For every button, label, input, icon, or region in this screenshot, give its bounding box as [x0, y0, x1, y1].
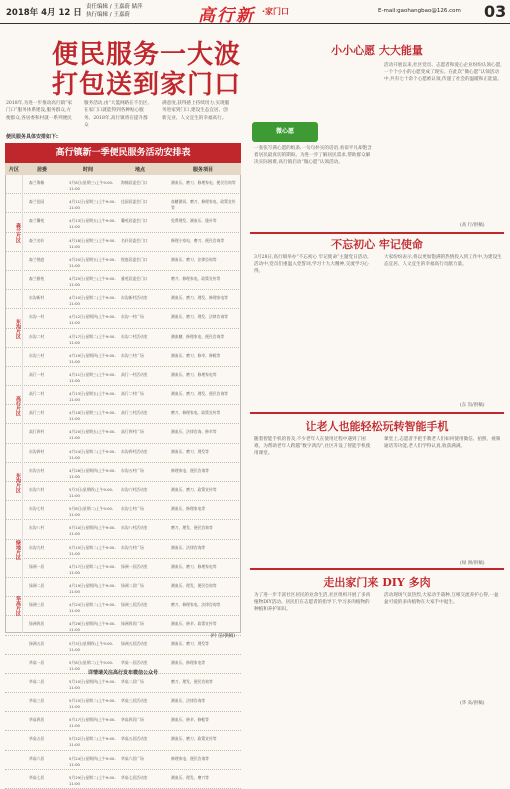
- table-cell: 4月19日(星期四)上午9:00-11:00: [69, 352, 116, 364]
- table-cell: 5月22日(星期二)上午9:00-11:00: [69, 736, 116, 748]
- table-cell: 华高四居: [29, 717, 45, 723]
- table-cell: 东沟六村: [29, 487, 45, 492]
- table-cell: 测血压、磨刀、理发等: [171, 448, 209, 454]
- col-header: 地点: [135, 167, 146, 173]
- table-cell: 华高三居活动室: [121, 698, 148, 704]
- table-cell: 测血糖、修理家电、便民咨询等: [171, 333, 225, 339]
- table-cell: 东沟六村活动室: [121, 487, 148, 492]
- table-cell: 测血压、磨刀、理发、修理家电等: [171, 295, 228, 301]
- table-row: [5, 213, 241, 232]
- table-header: [5, 163, 241, 175]
- table-cell: 5月8日(星期二)上午9:00-11:00: [69, 659, 114, 671]
- table-cell: 修理小家电、磨刀、便民咨询等: [171, 237, 225, 243]
- newspaper-logo: 高行新: [198, 6, 255, 26]
- table-cell: 4月13日(星期五)上午9:00-11:00: [69, 391, 116, 403]
- table-cell: 悦庭居委会门口: [121, 256, 148, 262]
- wechat-badge: 微心愿: [252, 122, 318, 142]
- table-cell: 森兰悦庭: [29, 256, 45, 262]
- article-paragraph: 随着智能手机的普及,不少老年人在使用过程中遇到了困难。为帮助老年人跨越“数字鸿沟”,社区开设了智能手机使用课堂。: [254, 437, 371, 457]
- table-cell: 东沟七村: [29, 506, 45, 512]
- table-row: [5, 348, 241, 367]
- table-cell: 修理家电、便民咨询等: [171, 467, 209, 473]
- table-row: [5, 463, 241, 482]
- table-cell: 测血压、理发、磨刀等: [171, 774, 209, 780]
- area-label: 绿地片区: [5, 521, 23, 579]
- table-cell: 测血压、磨刀、政策宣传等: [171, 487, 217, 492]
- table-cell: 高行三村活动室: [121, 410, 148, 416]
- table-cell: 免费理发、测血压、缝补等: [171, 218, 217, 224]
- table-cell: 4月11日(星期三)上午9:00-11:00: [69, 371, 116, 383]
- article-paragraph: 课堂上,志愿者手把手教老人们如何使用微信、拍照、视频通话等功能,老人们学得认真,收获满满。: [384, 437, 501, 450]
- table-cell: 4月19日(星期四)上午9:00-11:00: [69, 582, 116, 594]
- article-byline: (华 高/供稿): [460, 701, 485, 706]
- table-cell: 测血压、法律咨询等: [171, 544, 206, 550]
- table-row: [5, 731, 241, 750]
- table-cell: 东沟五村: [29, 467, 45, 473]
- table-cell: 4月17日(星期二)上午9:00-11:00: [69, 563, 116, 575]
- table-cell: 5月3日(星期四)上午9:00-11:00: [69, 487, 114, 498]
- table-cell: 测血压、磨刀、理发、法律咨询等: [171, 314, 228, 320]
- article-paragraph: 为了进一步丰富社区居民的业余生活,社区组织开展了多肉植物DIY活动。居民们在志愿者的指导下,学习多肉植物的种植和养护知识。: [254, 593, 371, 613]
- article-title: 小小心愿 大大能量: [331, 44, 423, 57]
- table-cell: 4月20日(星期五)上午9:00-11:00: [69, 256, 116, 268]
- table-cell: 海楠居委会门口: [121, 180, 148, 185]
- col-header: 时间: [83, 167, 94, 173]
- article-paragraph: 活动开展以来,社区党员、志愿者和爱心企业纷纷认领心愿,一个个小小的心愿变成了现实。在此次“微心愿”认领活动中,共有七十余个心愿被认领,传递了社会的温暖和正能量。: [384, 63, 502, 83]
- table-row: [5, 175, 241, 194]
- article-title: 走出家门来 DIY 多肉: [323, 576, 431, 589]
- table-footnote: (叶 洁/供稿): [210, 634, 235, 639]
- table-cell: 馨苑居委会门口: [121, 218, 148, 224]
- lead-paragraph: 2018年,为进一步推动高行镇“家门口”服务体系建设,服务群众,方便群众,各居委和村就一系列便民: [6, 101, 73, 121]
- table-row: [5, 712, 241, 731]
- table-cell: 4月24日(星期二)上午9:00-11:00: [69, 448, 116, 460]
- table-row: [5, 252, 241, 271]
- lead-headline: [52, 40, 241, 100]
- table-cell: 测血压、磨刀、修理家电等: [171, 563, 217, 569]
- table-cell: 磨刀、修理家电、政策宣传等: [171, 410, 221, 416]
- email-address[interactable]: E-mail:gaohangbao@126.com: [378, 8, 461, 14]
- table-cell: 4月26日(星期四)上午9:00-11:00: [69, 621, 116, 633]
- table-cell: 绿洲一居: [29, 563, 45, 569]
- table-row: [5, 482, 241, 501]
- table-cell: 磨刀、理发、便民咨询等: [171, 525, 213, 531]
- table-cell: 4月11日(星期三)上午9:00-11:00: [69, 199, 116, 211]
- table-row: [5, 424, 241, 443]
- section-name: ·家门口: [262, 7, 290, 16]
- table-cell: 测血压、法律咨询、修伞等: [171, 429, 217, 435]
- table-row: [5, 309, 241, 328]
- table-cell: 东沟一村广场: [121, 314, 144, 320]
- lead-paragraph: 满意度,获得感上持续用力,实现服务进家到门口,建设生态宜居、创新完业、人文宜生的幸福高行。: [162, 101, 230, 121]
- divider: [250, 568, 504, 570]
- divider: [250, 412, 504, 414]
- table-cell: 华高二居广场: [121, 678, 144, 684]
- table-cell: 东沟四村活动室: [121, 448, 148, 454]
- table-cell: 5月17日(星期四)上午9:00-11:00: [69, 717, 116, 729]
- article-byline: (高 行/供稿): [460, 223, 485, 228]
- table-cell: 高行四村广场: [121, 429, 144, 435]
- table-cell: 东沟新村: [29, 295, 45, 301]
- table-cell: 5月8日(星期二)上午9:00-11:00: [69, 506, 114, 518]
- table-cell: 东沟四村: [29, 448, 45, 454]
- table-cell: 5月3日(星期四)上午9:00-11:00: [69, 640, 114, 652]
- table-cell: 东沟二村活动室: [121, 333, 148, 339]
- table-row: [5, 751, 241, 770]
- table-cell: 4月12日(星期四)上午9:00-11:00: [69, 314, 116, 326]
- table-cell: 5月15日(星期二)上午9:00-11:00: [69, 544, 116, 556]
- table-cell: 5月24日(星期四)上午9:00-11:00: [69, 755, 116, 767]
- area-label: 森兰片区: [5, 175, 23, 290]
- article-paragraph: 活动现场气氛热烈,大家动手栽种,互相交流养护心得,一盆盆可爱的多肉植物在大家手中诞生。: [384, 593, 499, 606]
- table-cell: 测血压、理发、便民咨询等: [171, 582, 217, 588]
- table-row: [5, 578, 241, 597]
- table-cell: 测血压、修理家电等: [171, 659, 206, 665]
- table-cell: 5月10日(星期四)上午9:00-11:00: [69, 525, 116, 537]
- table-row: [5, 405, 241, 424]
- table-cell: 华高七居: [29, 774, 45, 780]
- table-row: [5, 233, 241, 252]
- table-row: [5, 520, 241, 539]
- table-cell: 绿洲四居: [29, 621, 45, 627]
- table-row: [5, 367, 241, 386]
- table-cell: 名轩居委会门口: [121, 237, 148, 243]
- table-cell: 磨刀、修理家电、法律咨询等: [171, 602, 221, 608]
- table-cell: 东沟九村广场: [121, 544, 144, 550]
- table-row: [5, 597, 241, 616]
- table-cell: 绿洲二居广场: [121, 582, 144, 588]
- table-row: [5, 290, 241, 309]
- table-row: [5, 444, 241, 463]
- editor-line: 执行编辑 / 王嘉蔚: [86, 12, 130, 18]
- table-cell: 4月20日(星期五)上午9:00-11:00: [69, 429, 116, 441]
- table-cell: 5月15日(星期二)上午9:00-11:00: [69, 698, 116, 710]
- table-cell: 森兰馨苑: [29, 218, 45, 224]
- table-row: [5, 194, 241, 213]
- table-cell: 华高一居: [29, 659, 45, 665]
- table-cell: 高行一村活动室: [121, 371, 148, 377]
- table-cell: 测血压、磨刀、理发、便民咨询等: [171, 391, 228, 397]
- table-cell: 4月18日(星期三)上午9:00-11:00: [69, 410, 116, 422]
- table-cell: 森兰佳园: [29, 199, 45, 205]
- issue-date: 2018年 4月 12 日: [6, 8, 82, 18]
- table-cell: 测血压、修伞、政策宣传等: [171, 621, 217, 627]
- table-cell: 东沟五村广场: [121, 467, 144, 473]
- table-cell: 华高四居广场: [121, 717, 144, 723]
- headline-line: 打包送到家门口: [52, 70, 242, 100]
- editor-line: 责任编辑 / 王嘉蔚 储萍: [86, 4, 143, 10]
- editors: [86, 3, 143, 19]
- article-paragraph: 大家纷纷表示,将以更加饱满的热情投入到工作中,为建设生态宜居、人文宜生的幸福高行贡献力量。: [384, 255, 502, 268]
- table-cell: 绿洲五居活动室: [121, 640, 148, 646]
- table-cell: 高行四村: [29, 429, 45, 435]
- table-cell: 华高一居活动室: [121, 659, 148, 665]
- table-cell: 测血压、磨刀、政策宣传等: [171, 736, 217, 742]
- table-row: [5, 501, 241, 520]
- table-cell: 森兰雅苑: [29, 275, 45, 281]
- table-cell: 测血压、磨刀、法律咨询等: [171, 256, 217, 262]
- table-cell: 华高六居广场: [121, 755, 144, 761]
- col-header: 居委: [37, 167, 48, 173]
- area-label: 华高片区: [5, 579, 23, 633]
- table-cell: 磨刀、修理家电、政策宣传等: [171, 275, 221, 281]
- area-label: 高行片区: [5, 367, 23, 444]
- table-cell: 测血压、磨刀、修伞、修鞋等: [171, 352, 221, 358]
- table-row: [5, 271, 241, 290]
- article-title: 不忘初心 牢记使命: [331, 238, 423, 251]
- divider: [250, 232, 504, 234]
- article-byline: (绿 洲/供稿): [460, 561, 485, 566]
- table-cell: 东沟九村: [29, 544, 45, 550]
- table-cell: 测血压、磨刀、修理家电等: [171, 371, 217, 377]
- col-header: 片区: [9, 167, 20, 173]
- table-cell: 雅苑居委会门口: [121, 275, 148, 281]
- table-cell: 绿洲一居活动室: [121, 563, 148, 569]
- article-byline: (东 沟/供稿): [460, 403, 485, 408]
- table-cell: 测血压、修理家电等: [171, 506, 206, 512]
- table-cell: 森兰名轩: [29, 237, 45, 243]
- article-paragraph: 一张张写满心愿的纸条,一句句朴实的话语,看似平凡却饱含着居民最真切的期盼。为进一步了解居民需求,帮助群众解决实际困难,高行镇启动“微心愿”认领活动。: [254, 146, 372, 166]
- table-cell: 5月10日(星期四)上午9:00-11:00: [69, 678, 116, 690]
- table-cell: 华高六居: [29, 755, 45, 761]
- table-cell: 华高三居: [29, 698, 45, 704]
- table-cell: 血糖测试、磨刀、修理家电、政策宣传等: [171, 199, 236, 211]
- table-row: [5, 329, 241, 348]
- lead-paragraph: 服务活动,由“大篮网路在不出区,在家门口就能得到各种贴心服务。2018年,高行镇将在提升群众: [84, 101, 149, 129]
- table-cell: 4月24日(星期二)上午9:00-11:00: [69, 602, 116, 614]
- table-cell: 森兰海楠: [29, 180, 45, 185]
- table-cell: 东沟三村广场: [121, 352, 144, 358]
- table-cell: 绿洲三居: [29, 602, 45, 608]
- table-cell: 华高二居: [29, 678, 45, 684]
- table-cell: 东沟新村活动室: [121, 295, 148, 301]
- page-number: 03: [484, 2, 507, 21]
- table-cell: 东沟八村活动室: [121, 525, 148, 531]
- col-header: 服务项目: [193, 167, 214, 173]
- article-title: 让老人也能轻松玩转智能手机: [305, 420, 449, 433]
- table-cell: 测血压、磨刀、修理家电、便民咨询等: [171, 180, 236, 185]
- table-row: [5, 386, 241, 405]
- table-cell: 佳园居委会门口: [121, 199, 148, 205]
- table-cell: 华高七居活动室: [121, 774, 148, 780]
- wechat-notice: 详情请关注高行发布微信公众号: [87, 670, 158, 676]
- table-cell: 东沟七村广场: [121, 506, 144, 512]
- headline-line: 便民服务一大波: [52, 40, 242, 70]
- table-cell: 华高五居: [29, 736, 45, 742]
- table-row: [5, 540, 241, 559]
- table-cell: 3月8日(星期三)上午9:00-11:00: [69, 180, 114, 191]
- page-header: [0, 0, 510, 24]
- table-cell: 绿洲三居活动室: [121, 602, 148, 608]
- table-cell: 华高五居活动室: [121, 736, 148, 742]
- table-cell: 东沟二村: [29, 333, 45, 339]
- table-cell: 东沟八村: [29, 525, 45, 531]
- table-cell: 4月17日(星期二)上午9:00-11:00: [69, 333, 116, 345]
- table-cell: 东沟一村: [29, 314, 45, 320]
- table-cell: 修理家电、便民咨询等: [171, 755, 209, 761]
- area-label: 东沟片区: [5, 444, 23, 521]
- article-paragraph: 3月28日,高行镇举办“不忘初心 牢记使命”主题党日活动。活动中,党员们重温入党誓词,学习十九大精神,交流学习心得。: [254, 255, 372, 275]
- table-cell: 磨刀、理发、便民咨询等: [171, 678, 213, 684]
- table-cell: 5月29日(星期二)上午9:00-11:00: [69, 774, 116, 786]
- table-cell: 测血压、修伞、修鞋等: [171, 717, 209, 723]
- table-cell: 4月25日(星期三)上午9:00-11:00: [69, 275, 116, 287]
- table-cell: 测血压、法律咨询等: [171, 698, 206, 704]
- table-cell: 4月13日(星期五)上午9:00-11:00: [69, 218, 116, 230]
- table-cell: 绿洲五居: [29, 640, 45, 646]
- table-cell: 高行三村: [29, 410, 45, 416]
- table-cell: 高行二村: [29, 391, 45, 397]
- table-cell: 测血压、磨刀、理发等: [171, 640, 209, 646]
- schedule-table-title: 高行镇新一季便民服务活动安排表: [5, 143, 241, 163]
- area-label: 东沟片区: [5, 290, 23, 367]
- table-cell: 绿洲二居: [29, 582, 45, 588]
- table-cell: 4月10日(星期二)上午9:00-11:00: [69, 295, 116, 307]
- table-cell: 绿洲四居广场: [121, 621, 144, 627]
- table-intro: 便民服务具体安排如下:: [6, 134, 59, 140]
- table-cell: 东沟三村: [29, 352, 45, 358]
- table-cell: 高行一村: [29, 371, 45, 377]
- table-cell: 高行二村广场: [121, 391, 144, 397]
- table-cell: 4月18日(星期三)上午9:00-11:00: [69, 237, 116, 249]
- table-row: [5, 559, 241, 578]
- table-row: [5, 770, 241, 789]
- table-cell: 4月26日(星期四)上午9:00-11:00: [69, 467, 116, 479]
